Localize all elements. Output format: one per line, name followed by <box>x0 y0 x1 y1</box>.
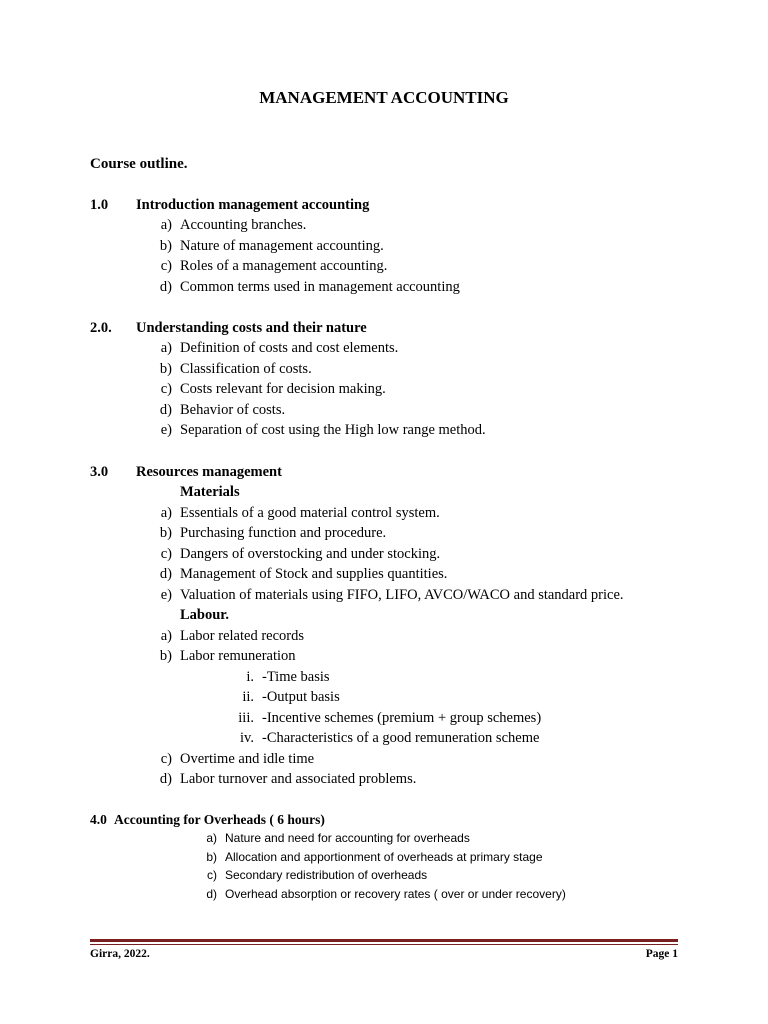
roman-item: i. -Time basis <box>246 668 330 685</box>
list-item: d) Management of Stock and supplies quantities. <box>159 566 448 583</box>
list-item: a) Definition of costs and cost elements. <box>160 340 399 357</box>
list-item: c) Overtime and idle time <box>160 750 315 767</box>
section-heading <box>90 318 486 339</box>
roman-item: iii. -Incentive schemes (premium + group schemes) <box>238 709 542 726</box>
section-number: 3.0 <box>90 463 109 480</box>
list-item: d) Common terms used in management accounting <box>159 278 460 295</box>
outline-heading: Course outline. <box>90 156 188 172</box>
list-item: b) Labor remuneration <box>159 648 296 665</box>
roman-item: iv. -Characteristics of a good remuneration scheme <box>240 730 540 747</box>
footer-rule-thick <box>90 939 678 942</box>
list-item: e) Valuation of materials using FIFO, LIFO, AVCO/WACO and standard price. <box>160 586 624 603</box>
section-3 <box>90 462 624 790</box>
list-item: d) Overhead absorption or recovery rates ( over or under recovery) <box>206 886 566 901</box>
list-item: c) Costs relevant for decision making. <box>160 381 386 398</box>
section-2 <box>90 318 486 441</box>
section-heading <box>90 462 624 483</box>
list-item: d) Labor turnover and associated problems. <box>159 771 417 788</box>
page-number: Page 1 <box>645 948 678 960</box>
section-number: 1.0 <box>90 196 109 213</box>
footer-rule-thin <box>90 944 678 945</box>
list-item: b) Allocation and apportionment of overheads at primary stage <box>206 849 543 864</box>
list-item: a) Essentials of a good material control system. <box>160 504 440 521</box>
section-heading <box>90 195 460 216</box>
list-item: e) Separation of cost using the High low range method. <box>160 422 486 439</box>
section-heading <box>90 810 566 829</box>
materials-heading: Materials <box>180 484 240 501</box>
list-item: b) Nature of management accounting. <box>159 237 384 254</box>
list-item: a) Labor related records <box>160 627 304 644</box>
section-title: Resources management <box>136 463 282 480</box>
list-item: c) Secondary redistribution of overheads <box>207 868 428 883</box>
section-title: Understanding costs and their nature <box>136 319 367 336</box>
list-item: a) Nature and need for accounting for overheads <box>206 831 470 846</box>
roman-item: ii. -Output basis <box>242 689 340 706</box>
section-4 <box>90 810 566 903</box>
list-item: c) Dangers of overstocking and under stocking. <box>160 545 441 562</box>
section-title: Accounting for Overheads ( 6 hours) <box>114 811 325 827</box>
list-item: d) Behavior of costs. <box>159 401 286 418</box>
labour-heading: Labour. <box>180 607 230 624</box>
section-title: Introduction management accounting <box>136 196 370 213</box>
list-item: c) Roles of a management accounting. <box>160 258 388 275</box>
list-item: a) Accounting branches. <box>160 217 307 234</box>
list-item: b) Classification of costs. <box>159 360 312 377</box>
list-item: b) Purchasing function and procedure. <box>159 525 387 542</box>
section-number: 2.0. <box>90 319 112 336</box>
section-1 <box>90 195 460 298</box>
footer-author-year: Girra, 2022. <box>90 948 150 960</box>
section-number: 4.0 <box>90 811 107 827</box>
page-title: MANAGEMENT ACCOUNTING <box>259 88 509 107</box>
